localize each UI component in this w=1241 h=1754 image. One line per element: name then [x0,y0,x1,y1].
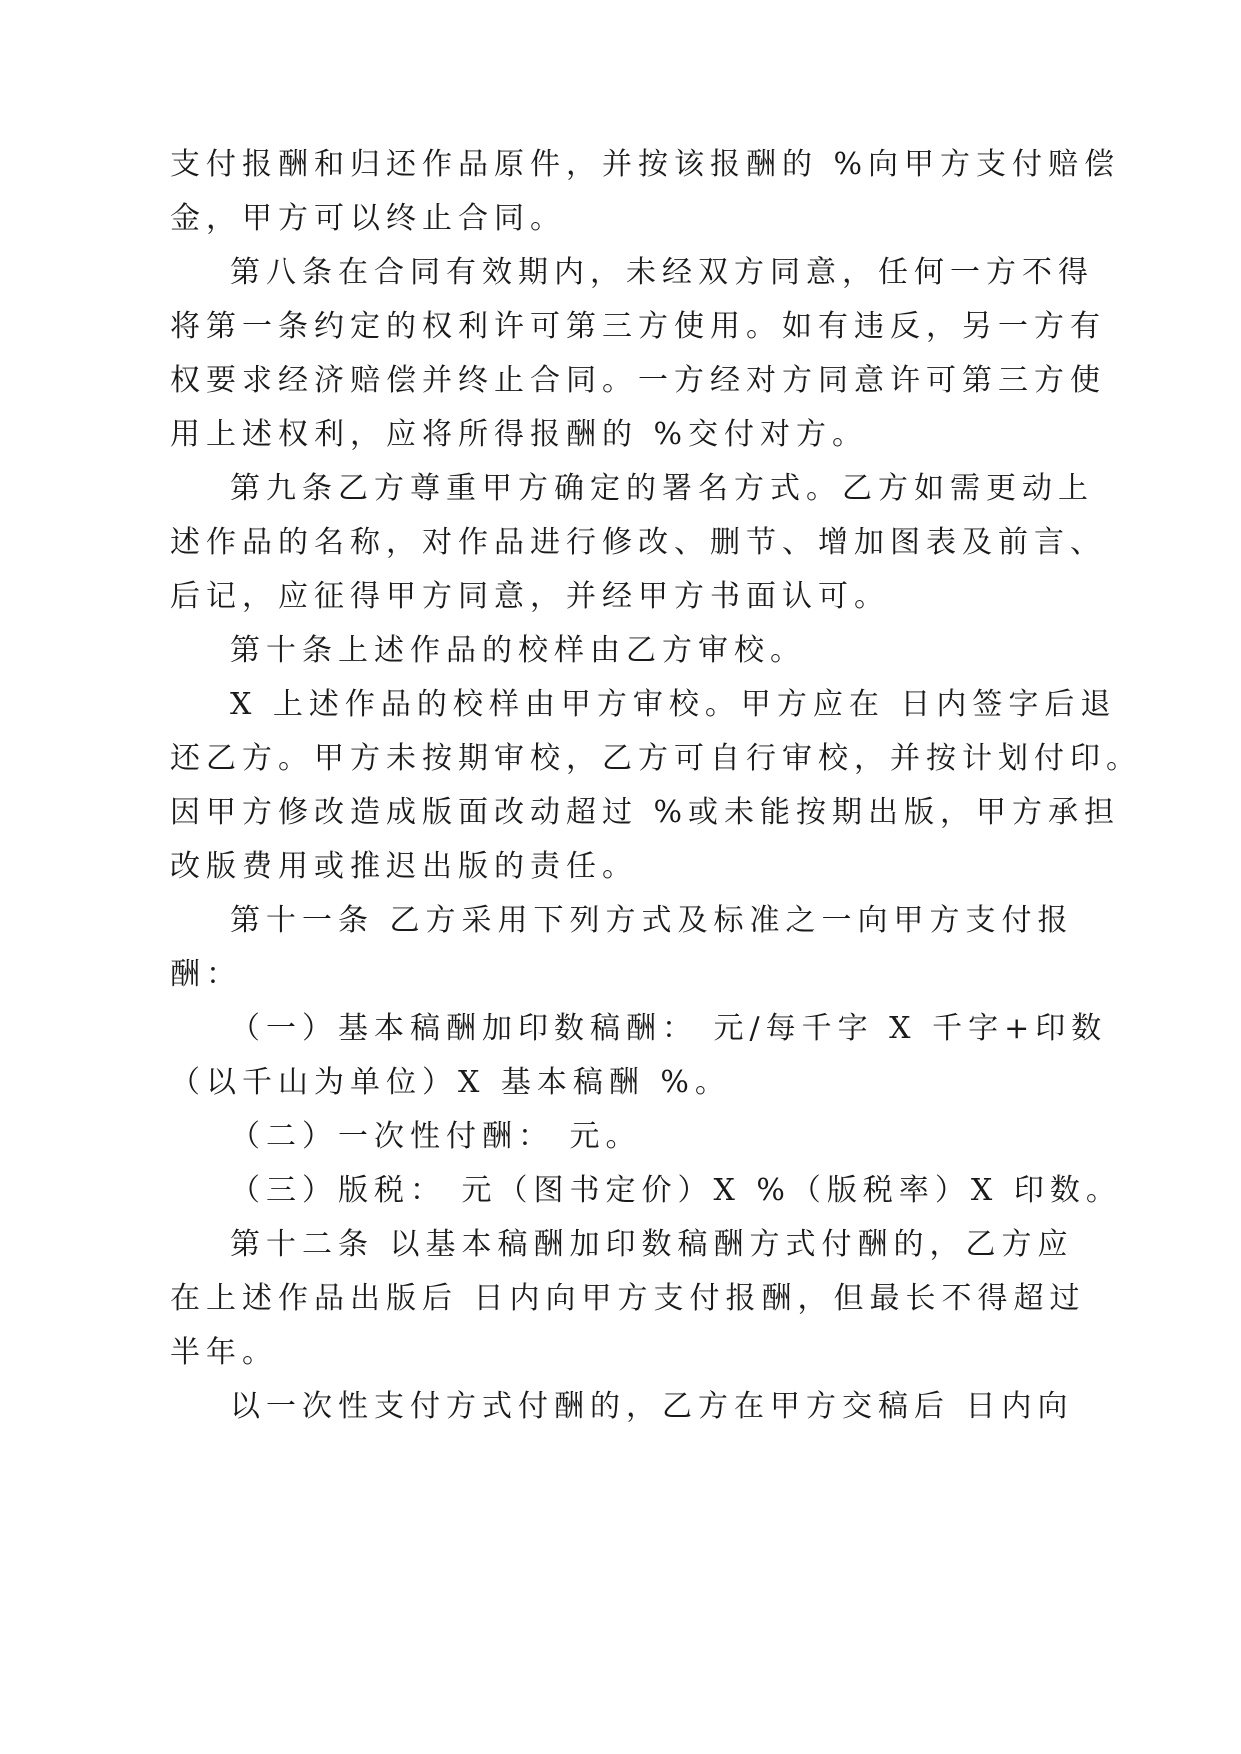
text-line: 第十条上述作品的校样由乙方审校。 [230,633,806,668]
text-line: 将第一条约定的权利许可第三方使用。如有违反，另一方有 [170,309,1106,344]
text-line: 后记，应征得甲方同意，并经甲方书面认可。 [170,579,890,614]
text-line: 第八条在合同有效期内，未经双方同意，任何一方不得 [230,255,1094,290]
text-line: 第十二条 以基本稿酬加印数稿酬方式付酬的，乙方应 [230,1227,1074,1262]
text-line: 因甲方修改造成版面改动超过 %或未能按期出版，甲方承担 [170,795,1121,830]
text-line: （一）基本稿酬加印数稿酬： 元/每千字 X 千字+印数 [230,1011,1108,1046]
text-line: 权要求经济赔偿并终止合同。一方经对方同意许可第三方使 [170,363,1106,398]
text-line: 用上述权利，应将所得报酬的 %交付对方。 [170,417,869,452]
text-line: X 上述作品的校样由甲方审校。甲方应在 日内签字后退 [230,687,1117,722]
text-line: 半年。 [170,1335,278,1370]
text-line: 第九条乙方尊重甲方确定的署名方式。乙方如需更动上 [230,471,1094,506]
text-line: （三）版税： 元（图书定价）X %（版税率）X 印数。 [230,1173,1122,1208]
text-line: 在上述作品出版后 日内向甲方支付报酬，但最长不得超过 [170,1281,1086,1316]
text-line: 金，甲方可以终止合同。 [170,201,566,236]
text-line: 述作品的名称，对作品进行修改、删节、增加图表及前言、 [170,525,1106,560]
text-line: （以千山为单位）X 基本稿酬 %。 [170,1065,731,1100]
text-line: 改版费用或推迟出版的责任。 [170,849,638,884]
text-line: （二）一次性付酬： 元。 [230,1119,642,1154]
text-line: 以一次性支付方式付酬的，乙方在甲方交稿后 日内向 [230,1389,1074,1424]
text-line: 酬： [170,957,242,992]
text-line: 第十一条 乙方采用下列方式及标准之一向甲方支付报 [230,903,1074,938]
text-line: 还乙方。甲方未按期审校，乙方可自行审校，并按计划付印。 [170,741,1142,776]
text-line: 支付报酬和归还作品原件，并按该报酬的 %向甲方支付赔偿 [170,147,1121,182]
